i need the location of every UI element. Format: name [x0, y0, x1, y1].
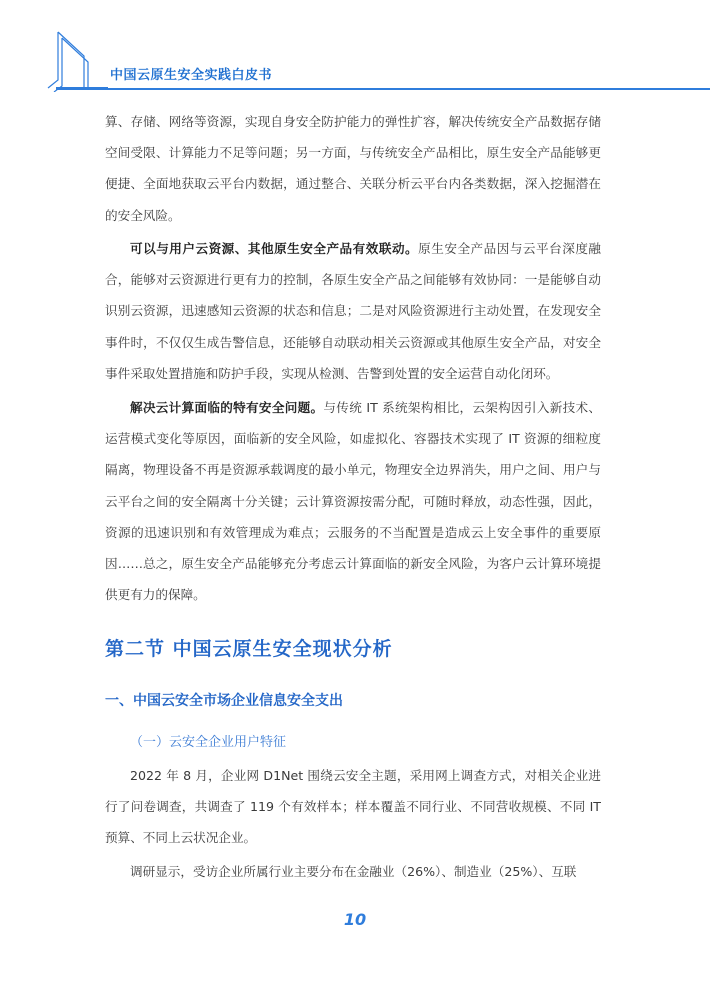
paragraph-3-text: 与传统 IT 系统架构相比，云架构因引入新技术、运营模式变化等原因，面临新的安全风险，如虚拟化、容器技术实现了 IT 资源的细粒度隔离，物理设备不再是资源承载调度的最小单元，物理安全边界消失，用户之间、用户与云平台之间的安全隔离十分关键；云计算资源按需分配，可随时释放，动态性强，因此，资源的迅速识别和有效管理成为难点；云服务的不当配置是造成云上安全事件的重要原因……总之，原生安全产品能够充分考虑云计算面临的新安全风险，为客户云计算环境提供更有力的保障。 — [105, 400, 601, 603]
paragraph-2-lead: 可以与用户云资源、其他原生安全产品有效联动。 — [130, 241, 419, 256]
paragraph-2-text: 原生安全产品因与云平台深度融合，能够对云资源进行更有力的控制，各原生安全产品之间能够有效协同：一是能够自动识别云资源，迅速感知云资源的状态和信息；二是对风险资源进行主动处置，在发现安全事件时，不仅仅生成告警信息，还能够自动联动相关云资源或其他原生安全产品，对安全事件采取处置措施和防护手段，实现从检测、告警到处置的安全运营自动化闭环。 — [105, 241, 602, 381]
paragraph-3 — [105, 392, 601, 610]
paragraph-3-lead: 解决云计算面临的特有安全问题。 — [130, 400, 324, 415]
section-title: 第二节 中国云原生安全现状分析 — [105, 638, 393, 660]
header-divider — [56, 88, 710, 90]
header-title: 中国云原生安全实践白皮书 — [110, 68, 273, 83]
subsubsection-title: （一）云安全企业用户特征 — [130, 735, 287, 750]
paragraph-2 — [105, 233, 601, 389]
subsection-title: 一、中国云安全市场企业信息安全支出 — [105, 693, 343, 709]
paragraph-1: 算、存储、网络等资源，实现自身安全防护能力的弹性扩容，解决传统安全产品数据存储空间受限、计算能力不足等问题；另一方面，与传统安全产品相比，原生安全产品能够更便捷、全面地获取云平台内数据，通过整合、关联分析云平台内各类数据，深入挖掘潜在的安全风险。 — [105, 114, 601, 223]
paragraph-5: 调研显示，受访企业所属行业主要分布在金融业（26%）、制造业（25%）、互联 — [130, 864, 577, 879]
paragraph-4: 2022 年 8 月，企业网 D1Net 围绕云安全主题，采用网上调查方式，对相关企业进行了问卷调查，共调查了 119 个有效样本；样本覆盖不同行业、不同营收规模、不同 IT 预算、不同上云状况企业。 — [105, 768, 601, 846]
page-number: 10 — [343, 910, 367, 929]
header-logo-graphic — [44, 30, 108, 92]
